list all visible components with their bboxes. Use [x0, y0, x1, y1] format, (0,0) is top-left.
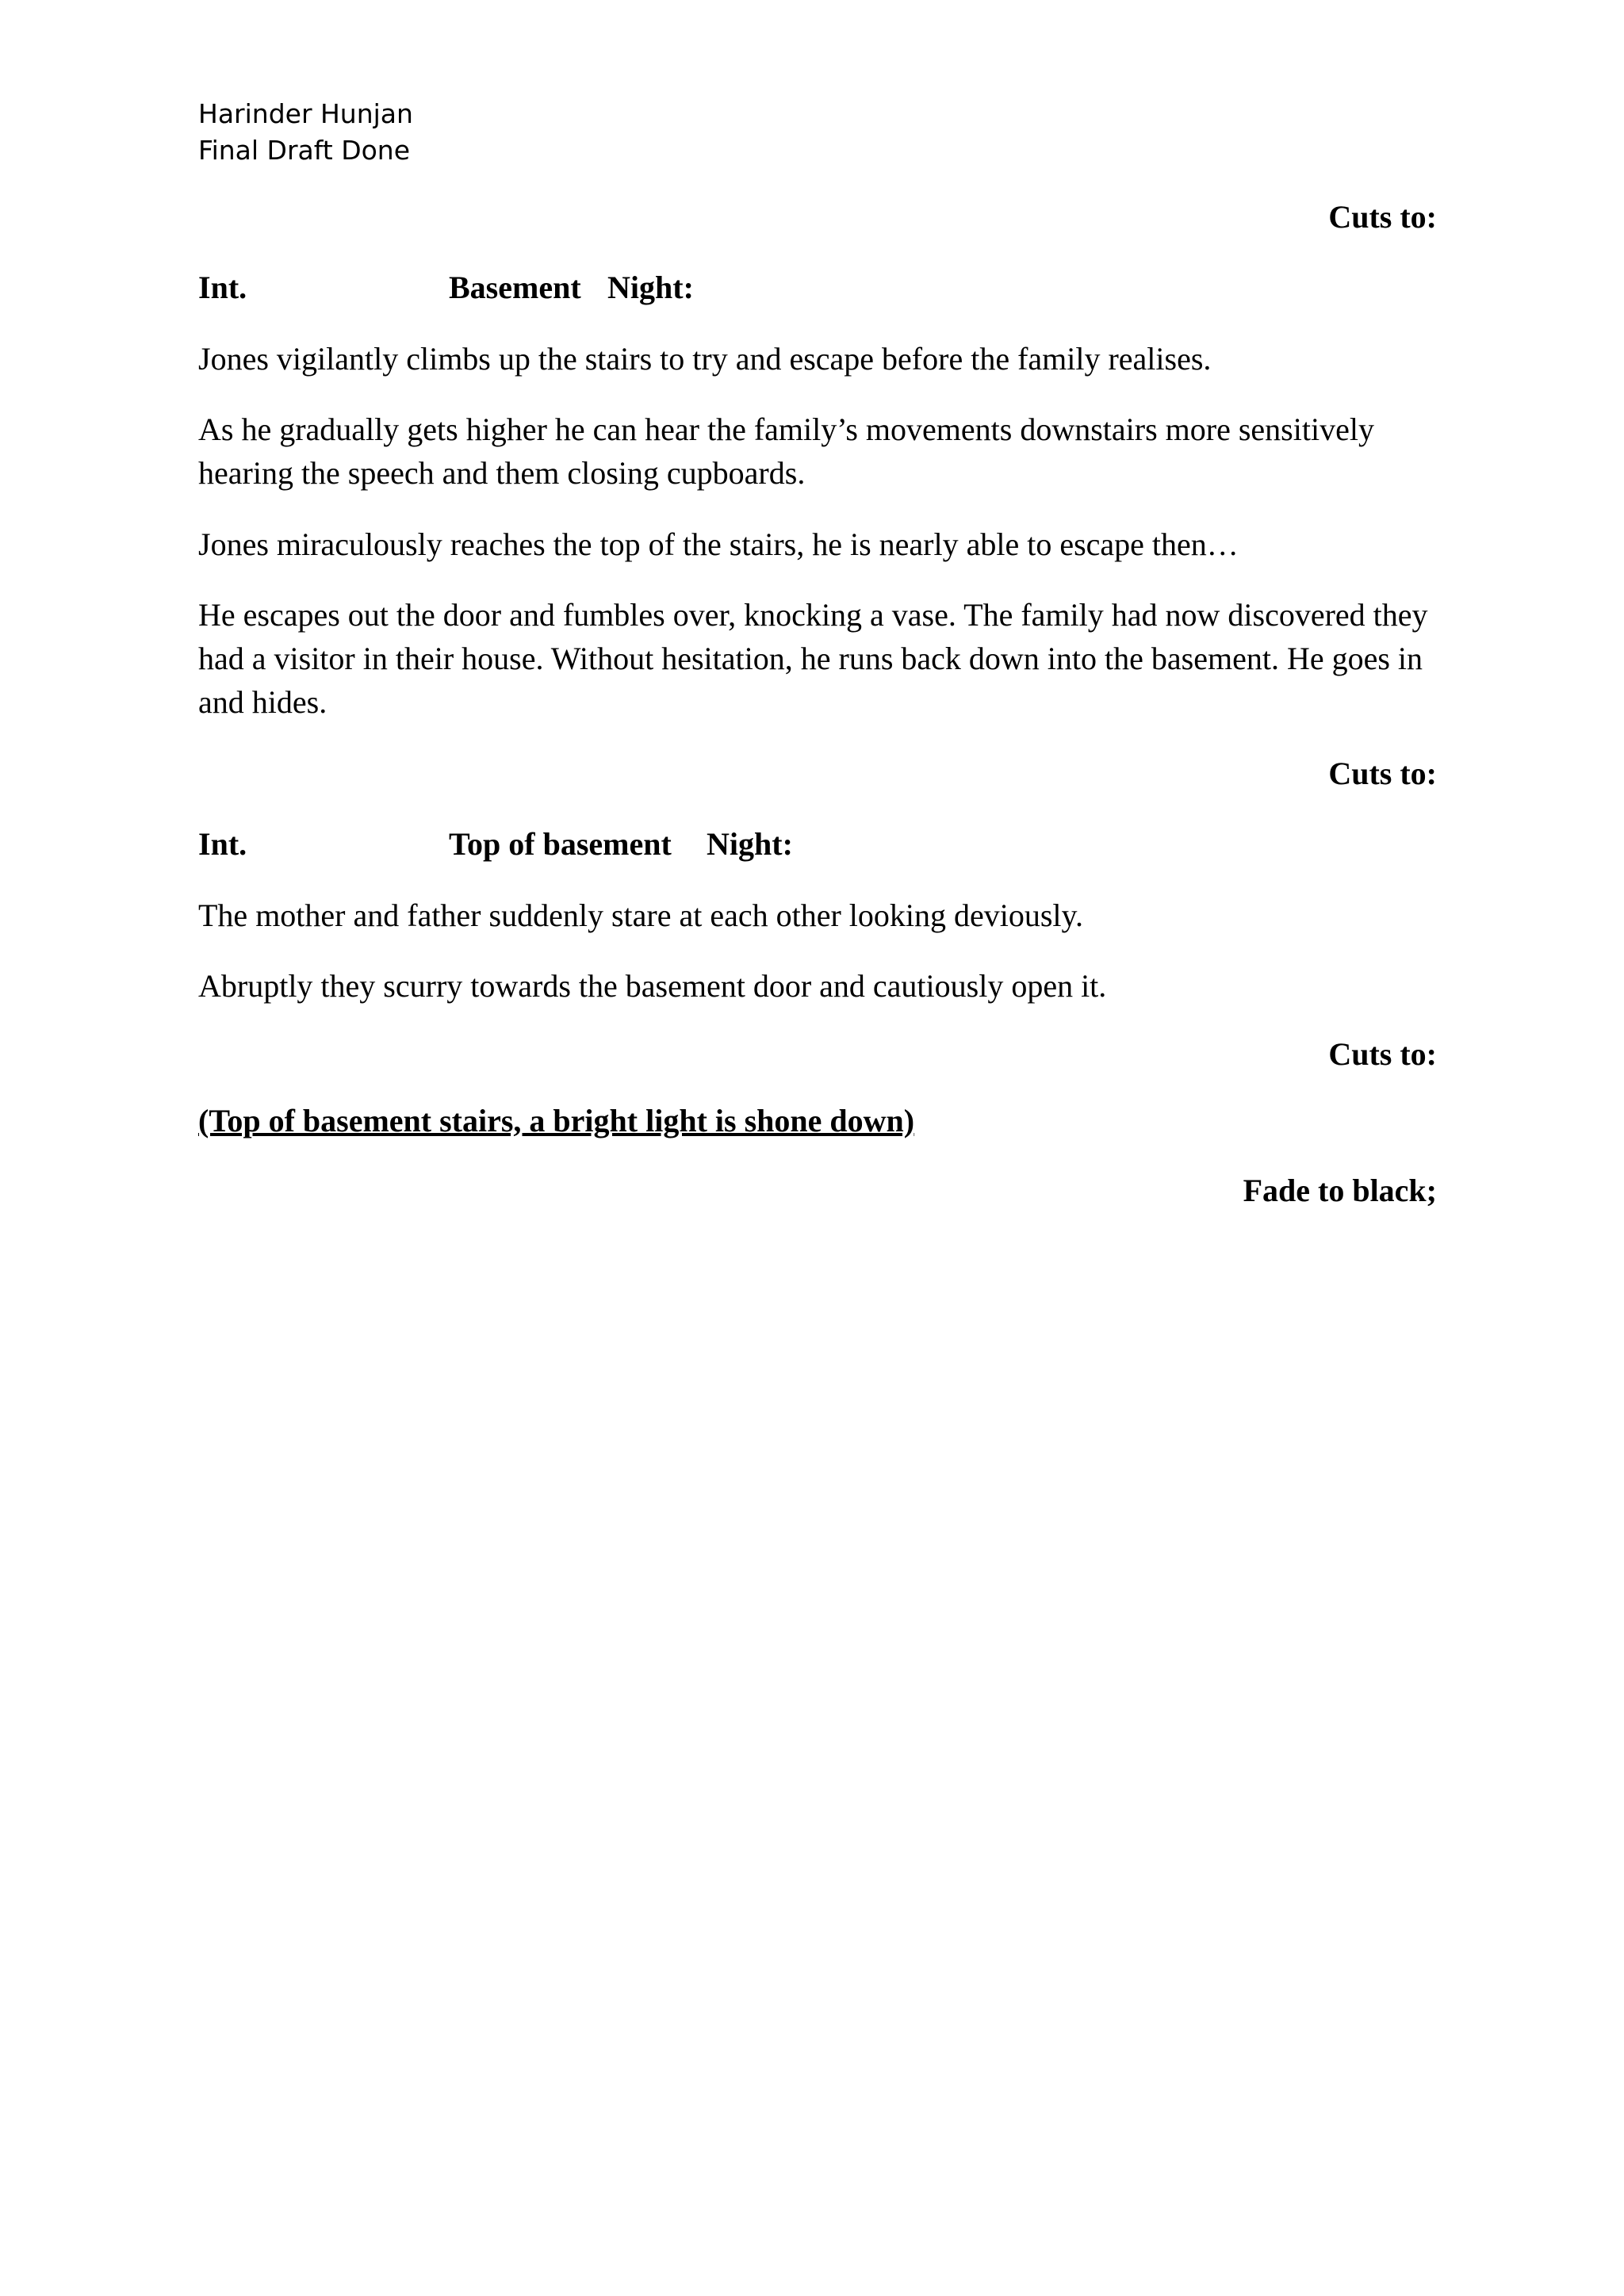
transition-cut-1: Cuts to: — [1328, 199, 1437, 235]
shot-direction: (Top of basement stairs, a bright light is shone down) — [198, 1103, 915, 1138]
scene-heading-1 — [198, 266, 1437, 309]
transition-fade: Fade to black; — [1243, 1173, 1437, 1208]
action-paragraph-2: As he gradually gets higher he can hear the family’s movements downstairs more sensitively hearing the speech and them closing cupboards. — [198, 411, 1374, 491]
action-paragraph-5: The mother and father suddenly stare at each other looking deviously. — [198, 897, 1083, 933]
action-paragraph-6: Abruptly they scurry towards the basement door and cautiously open it. — [198, 968, 1107, 1004]
scene-heading-2 — [198, 822, 1437, 866]
scene-heading-1-int: Int. — [198, 270, 247, 305]
action-paragraph-1: Jones vigilantly climbs up the stairs to try and escape before the family realises. — [198, 341, 1212, 377]
scene-heading-2-time: Night: — [707, 826, 793, 862]
script-page — [198, 0, 1437, 2296]
action-paragraph-3: Jones miraculously reaches the top of the stairs, he is nearly able to escape then… — [198, 526, 1239, 562]
author-name: Harinder Hunjan — [198, 98, 413, 129]
transition-cut-3: Cuts to: — [1328, 1036, 1437, 1072]
transition-cut-2: Cuts to: — [1328, 756, 1437, 791]
scene-heading-2-location: Top of basement — [449, 826, 672, 862]
scene-heading-1-location: Basement — [449, 270, 581, 305]
action-paragraph-4: He escapes out the door and fumbles over, knocking a vase. The family had now discovered they had a visitor in their house. Without hesitation, he runs back down into the basement. He goes in and hides. — [198, 597, 1428, 720]
scene-heading-1-time: Night: — [607, 270, 694, 305]
draft-status: Final Draft Done — [198, 135, 411, 166]
scene-heading-2-int: Int. — [198, 826, 247, 862]
page-header — [198, 96, 413, 169]
